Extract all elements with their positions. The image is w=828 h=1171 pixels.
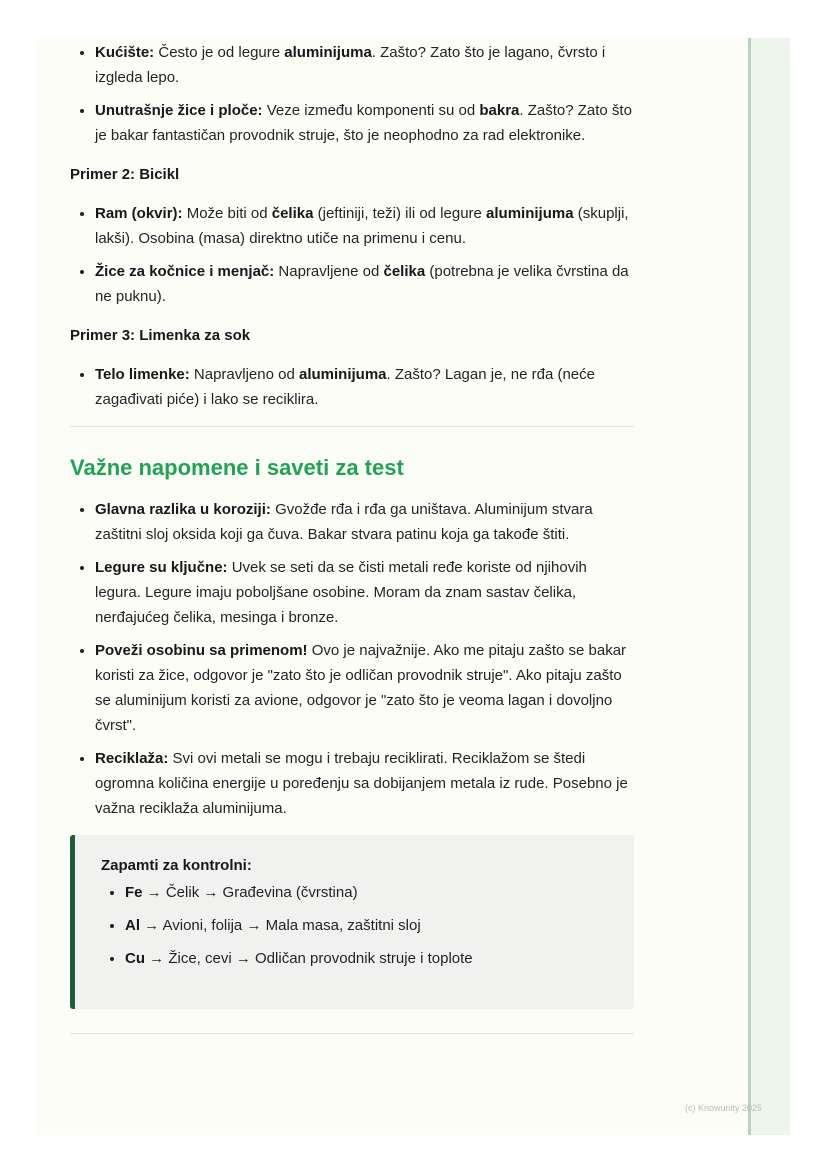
list-item: • Kućište: Često je od legure aluminijuma. Zašto? Zato što je lagano, čvrsto i izgleda lepo. <box>95 40 634 90</box>
item-term: Fe <box>125 884 143 901</box>
item-term: Glavna razlika u koroziji: <box>95 501 271 518</box>
list-item: • Legure su ključne: Uvek se seti da se čisti metali ređe koriste od njihovih legura. Legure imaju poboljšane osobine. Moram da znam sastav čelika, nerđajućeg čelika, mesinga i bronze. <box>95 555 634 630</box>
example-3-list <box>70 362 634 412</box>
tips-heading: Važne napomene i saveti za test <box>70 455 404 480</box>
item-term: Poveži osobinu sa primenom! <box>95 642 308 659</box>
item-term: Žice za kočnice i menjač: <box>95 263 275 280</box>
item-term: Cu <box>125 950 145 967</box>
callout-title: Zapamti za kontrolni: <box>101 857 252 874</box>
callout-list <box>101 880 610 971</box>
section-divider <box>70 426 634 427</box>
item-term: Ram (okvir): <box>95 205 183 222</box>
item-term: Kućište: <box>95 44 155 61</box>
list-item: • Al → Avioni, folija → Mala masa, zaštitni sloj <box>125 913 610 938</box>
item-term: Reciklaža: <box>95 750 169 767</box>
list-item: • Poveži osobinu sa primenom! Ovo je najvažnije. Ako me pitaju zašto se bakar koristi za žice, odgovor je "zato što je odličan provodnik struje". Ako pitaju zašto se aluminijum koristi za avione, odgovor je "zato što je veoma lagan i dovoljno čvrst". <box>95 638 634 738</box>
copyright-footer: (c) Knowunity 2025 <box>685 1103 763 1113</box>
footer-divider <box>70 1033 634 1034</box>
item-term: Unutrašnje žice i ploče: <box>95 102 263 119</box>
document-content <box>70 40 634 1034</box>
tips-list <box>70 497 634 821</box>
top-list <box>70 40 634 148</box>
list-item: • Glavna razlika u koroziji: Gvožđe rđa i rđa ga uništava. Aluminijum stvara zaštitni sloj oksida koji ga čuva. Bakar stvara patinu koja ga takođe štiti. <box>95 497 634 547</box>
item-term: Al <box>125 917 140 934</box>
remember-callout <box>70 835 634 1009</box>
example-2-list <box>70 201 634 309</box>
example-3-heading: Primer 3: Limenka za sok <box>70 327 251 344</box>
list-item: • Unutrašnje žice i ploče: Veze između komponenti su od bakra. Zašto? Zato što je bakar fantastičan provodnik struje, što je neophodno za rad elektronike. <box>95 98 634 148</box>
example-2-heading: Primer 2: Bicikl <box>70 166 180 183</box>
item-term: Telo limenke: <box>95 366 190 383</box>
list-item: • Ram (okvir): Može biti od čelika (jeftiniji, teži) ili od legure aluminijuma (skuplji, lakši). Osobina (masa) direktno utiče na primenu i cenu. <box>95 201 634 251</box>
list-item: • Reciklaža: Svi ovi metali se mogu i trebaju reciklirati. Reciklažom se štedi ogromna količina energije u poređenju sa dobijanjem metala iz rude. Posebno je važna reciklaža aluminijuma. <box>95 746 634 821</box>
side-strip <box>748 38 790 1135</box>
list-item: • Cu → Žice, cevi → Odličan provodnik struje i toplote <box>125 946 610 971</box>
list-item: • Telo limenke: Napravljeno od aluminijuma. Zašto? Lagan je, ne rđa (neće zagađivati piće) i lako se reciklira. <box>95 362 634 412</box>
list-item: • Žice za kočnice i menjač: Napravljene od čelika (potrebna je velika čvrstina da ne puknu). <box>95 259 634 309</box>
list-item: • Fe → Čelik → Građevina (čvrstina) <box>125 880 610 905</box>
item-term: Legure su ključne: <box>95 559 228 576</box>
